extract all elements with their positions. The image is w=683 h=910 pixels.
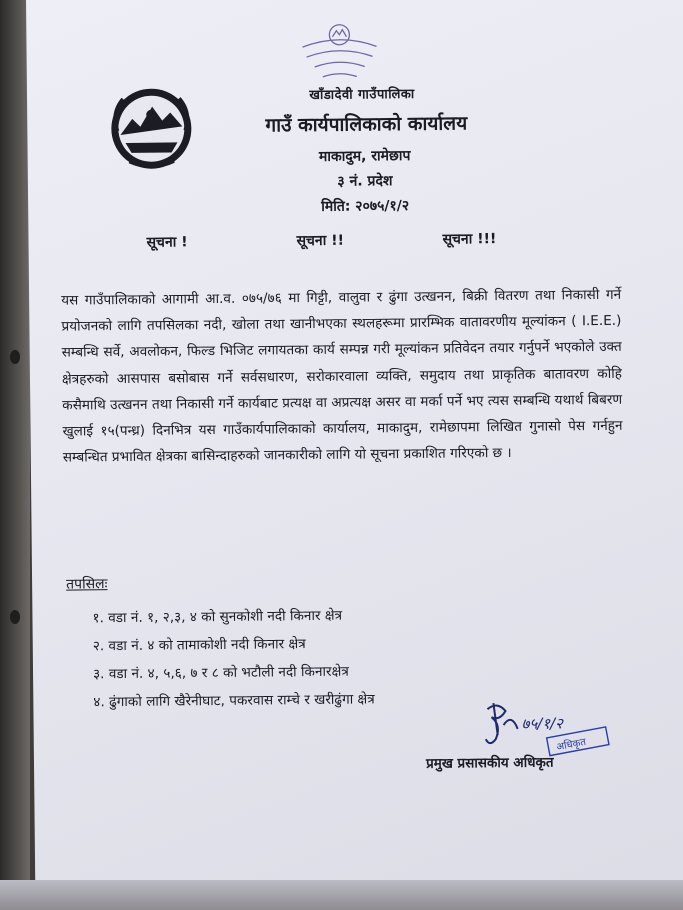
- notice-body: यस गाउँपालिकाको आगामी आ.व. ०७५/७६ मा गिट्टी, वालुवा र ढुंगा उत्खनन, बिक्री वितरण तथा निकासी गर्ने प्रयोजनको लागि तपसिलका नदी, खोला तथा खानीभएका स्थलहरूमा प्रारम्भिक वातावरणीय मूल्यांकन ( I.E.E.) सम्बन्धि सर्वे, अवलोकन, फिल्ड भिजिट लगायतका कार्य सम्पन्न गरी मूल्यांकन प्रतिवेदन तयार गर्नुपर्ने भएकोले उक्त क्षेत्रहरुको आसपास बसोबास गर्ने सर्वसधारण, सरोकारवाला व्यक्ति, समुदाय तथा प्राकृतिक बातावरण कोहि कसैमाथि उत्खनन तथा निकासी गर्ने कार्यबाट प्रत्यक्ष वा अप्रत्यक्ष असर वा मर्का पर्ने भए त्यस सम्बन्धि यथार्थ बिबरण खुलाई १५(पन्ध्र) दिनभित्र यस गाउँकार्यपालिकाको कार्यालय, माकादुम, रामेछापमा लिखित गुनासो पेस गर्नहुन सम्बन्धित प्रभावित क्षेत्रका बासिन्दाहरुको जानकारीको लागि यो सूचना प्रकाशित गरिएको छ ।: [61, 286, 623, 466]
- notice-label-3: सूचना !!!: [442, 231, 497, 248]
- table-surface: [0, 880, 683, 910]
- province-label: ३ नं. प्रदेश: [337, 173, 393, 190]
- office-stamp-icon: [284, 20, 395, 93]
- notice-label-2: सूचना !!: [296, 232, 345, 250]
- notice-page: [26, 0, 683, 905]
- schedule-item: २. वडा नं. ४ को तामाकोशी नदी किनार क्षेत्र: [92, 636, 306, 655]
- schedule-item: १. वडा नं. १, २,३, ४ को सुनकोशी नदी किनार क्षेत्र: [92, 607, 343, 627]
- schedule-item: ४. ढुंगाको लागि खैरेनीघाट, पकरवास राम्चे र खरीढुंगा क्षेत्र: [93, 691, 375, 711]
- notice-label-1: सूचना !: [146, 234, 188, 251]
- binder-hole: [10, 350, 20, 364]
- signature-date: ७५/१/२: [521, 714, 564, 733]
- signatory-title: प्रमुख प्रसासकीय अधिकृत: [425, 754, 554, 772]
- notice-date: मिति: २०७५/१/२: [321, 197, 410, 215]
- office-title: गाउँ कार्यपालिकाको कार्यालय: [265, 112, 468, 137]
- schedule-title: तपसिलः: [66, 576, 108, 593]
- handwritten-signature: [463, 694, 634, 760]
- stamp-word: अधिकृत: [555, 736, 587, 754]
- municipality-name: खाँडादेवी गाउँपालिका: [309, 86, 415, 104]
- office-address: माकादुम, रामेछाप: [318, 147, 411, 165]
- binder-hole: [10, 610, 20, 624]
- schedule-item: ३. वडा नं. ४, ५,६, ७ र ८ को भटौली नदी किनारक्षेत्र: [92, 663, 349, 683]
